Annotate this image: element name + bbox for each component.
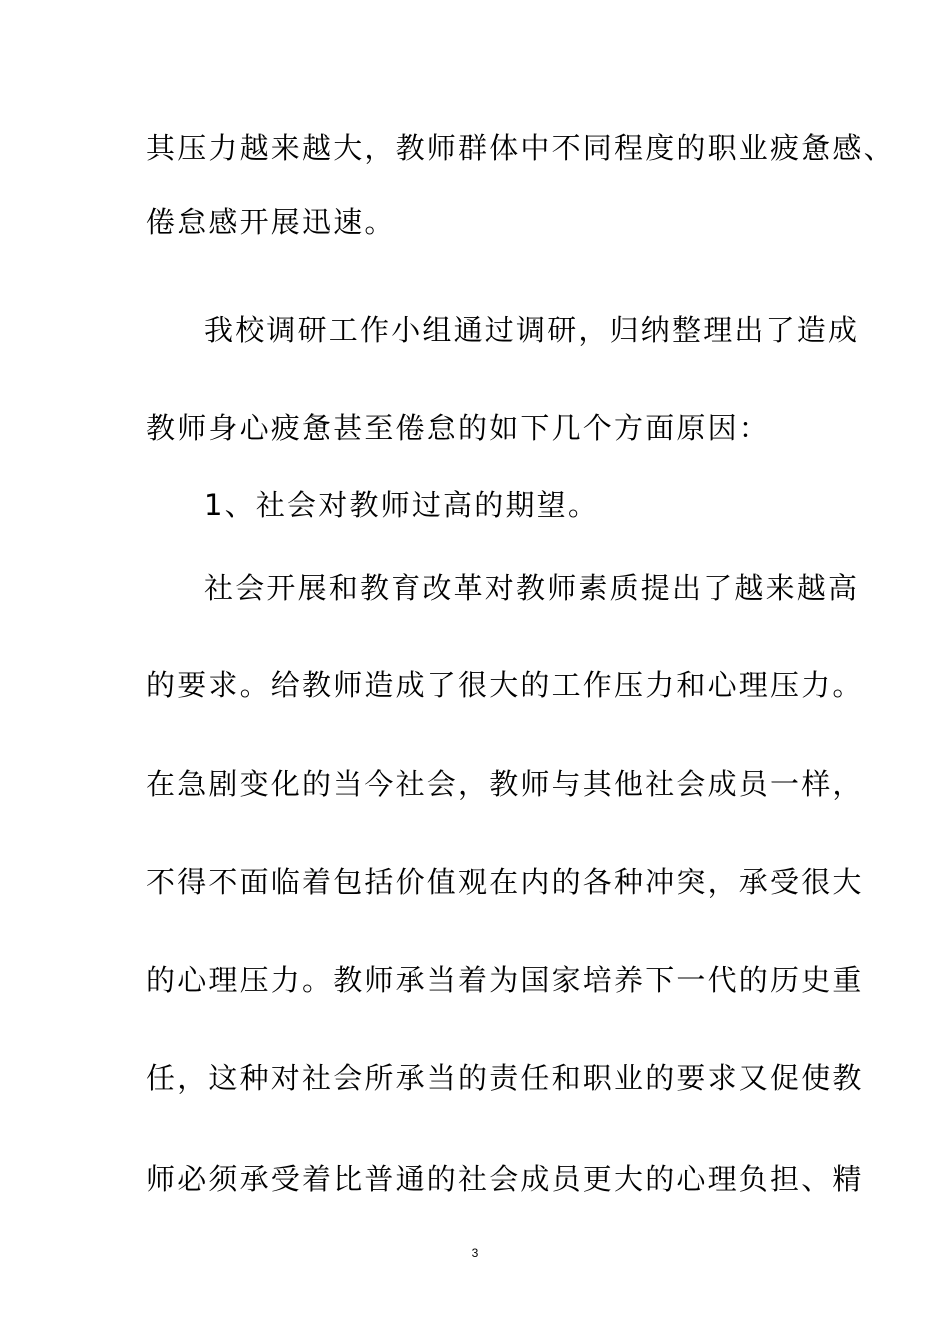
text-line-2: 倦怠感开展迅速。 xyxy=(146,205,396,239)
page-number: 3 xyxy=(471,1246,479,1260)
text-line-9: 不得不面临着包括价值观在内的各种冲突，承受很大 xyxy=(146,865,864,899)
text-line-6: 社会开展和教育改革对教师素质提出了越来越高 xyxy=(204,571,860,605)
text-line-1: 其压力越来越大，教师群体中不同程度的职业疲惫感、 xyxy=(146,131,895,165)
text-line-3: 我校调研工作小组通过调研，归纳整理出了造成 xyxy=(204,313,860,347)
text-line-11: 任，这种对社会所承当的责任和职业的要求又促使教 xyxy=(146,1061,864,1095)
text-line-7: 的要求。给教师造成了很大的工作压力和心理压力。 xyxy=(146,668,864,702)
text-line-12: 师必须承受着比普通的社会成员更大的心理负担、精 xyxy=(146,1162,864,1196)
text-line-5: 1、社会对教师过高的期望。 xyxy=(204,488,600,522)
text-line-8: 在急剧变化的当今社会，教师与其他社会成员一样， xyxy=(146,767,864,801)
text-line-10: 的心理压力。教师承当着为国家培养下一代的历史重 xyxy=(146,963,864,997)
text-line-4: 教师身心疲惫甚至倦怠的如下几个方面原因： xyxy=(146,411,771,445)
